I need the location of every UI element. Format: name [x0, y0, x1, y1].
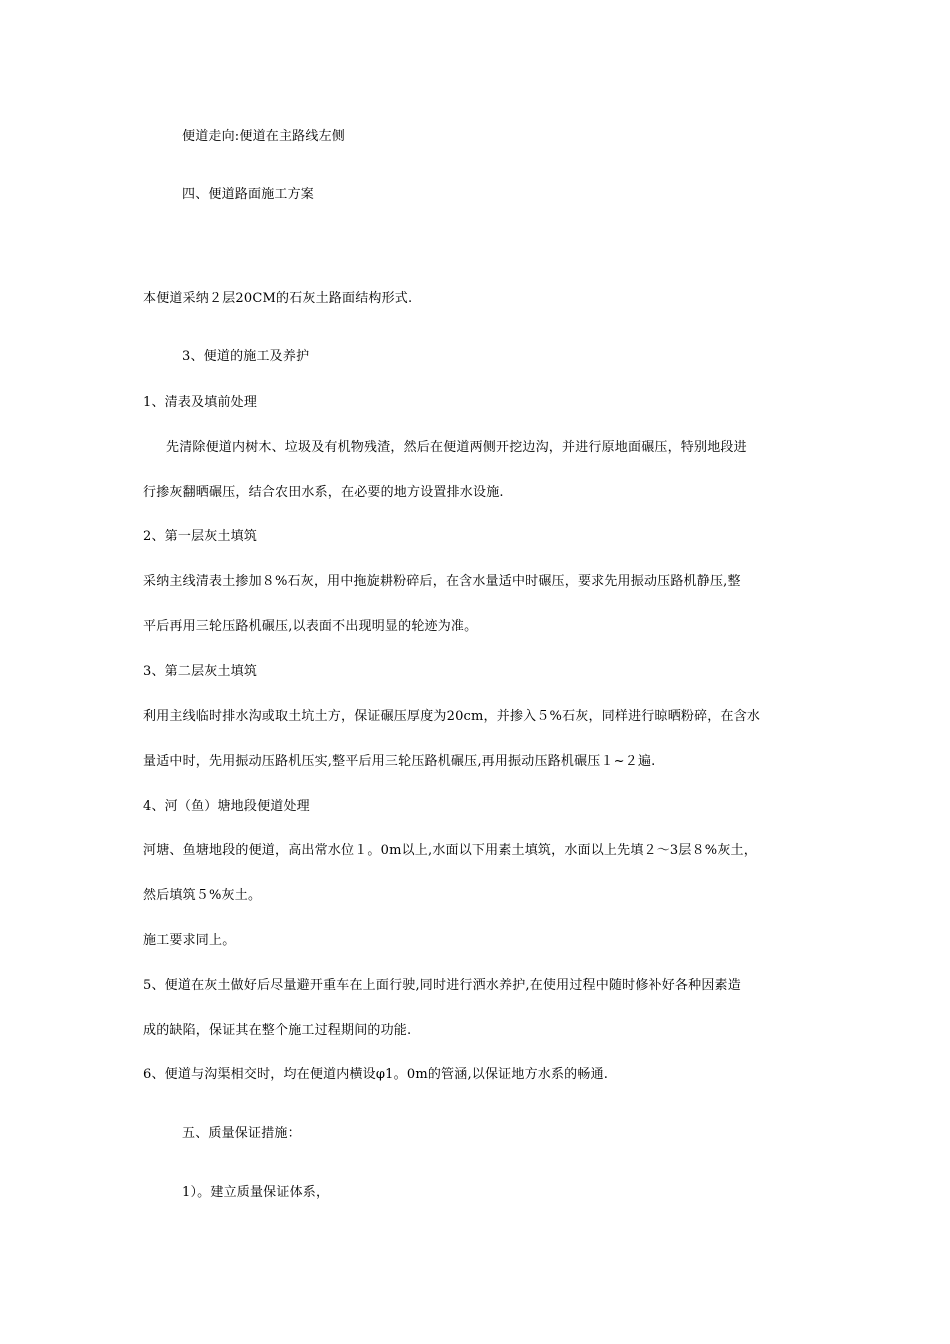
paragraph-line: 便道走向:便道在主路线左侧 [182, 129, 345, 144]
paragraph-line: 采纳主线清表土掺加８%石灰，用中拖旋耕粉碎后，在含水量适中时碾压，要求先用振动压路机静压,整 [143, 574, 741, 589]
paragraph-line: 6、便道与沟渠相交时，均在便道内横设φ1。0m的管涵,以保证地方水系的畅通. [143, 1067, 609, 1082]
paragraph-line: 利用主线临时排水沟或取土坑土方，保证碾压厚度为20cm，并掺入５%石灰，同样进行晾晒粉碎，在含水 [143, 709, 761, 724]
paragraph-line: 5、便道在灰土做好后尽量避开重车在上面行驶,同时进行洒水养护,在使用过程中随时修补好各种因素造 [143, 978, 741, 993]
section-heading: 五、质量保证措施： [182, 1126, 301, 1141]
paragraph-line: 量适中时，先用振动压路机压实,整平后用三轮压路机碾压,再用振动压路机碾压１~２遍. [143, 754, 656, 769]
subsection-heading: 1、清表及填前处理 [143, 395, 258, 410]
subsection-heading: 3、第二层灰土填筑 [143, 664, 258, 679]
subsection-heading: 2、第一层灰土填筑 [143, 529, 258, 544]
paragraph-line: 本便道采纳２层20CM的石灰土路面结构形式. [143, 291, 413, 306]
paragraph-line: 先清除便道内树木、垃圾及有机物残渣，然后在便道两侧开挖边沟，并进行原地面碾压，特别地段进 [166, 440, 747, 455]
paragraph-line: 施工要求同上。 [143, 933, 236, 948]
subsection-heading: 4、河（鱼）塘地段便道处理 [143, 799, 310, 814]
section-heading: 四、便道路面施工方案 [182, 187, 315, 202]
section-heading: 3、便道的施工及养护 [182, 349, 310, 364]
list-item: 1）。建立质量保证体系， [182, 1185, 330, 1200]
paragraph-line: 平后再用三轮压路机碾压,以表面不出现明显的轮迹为准。 [143, 619, 478, 634]
paragraph-line: 行掺灰翻晒碾压，结合农田水系，在必要的地方设置排水设施. [143, 485, 504, 500]
paragraph-line: 然后填筑５%灰土。 [143, 888, 262, 903]
paragraph-line: 河塘、鱼塘地段的便道，高出常水位１。0m以上,水面以下用素土填筑，水面以上先填２～3层８%灰土， [143, 843, 757, 858]
paragraph-line: 成的缺陷，保证其在整个施工过程期间的功能. [143, 1023, 412, 1038]
